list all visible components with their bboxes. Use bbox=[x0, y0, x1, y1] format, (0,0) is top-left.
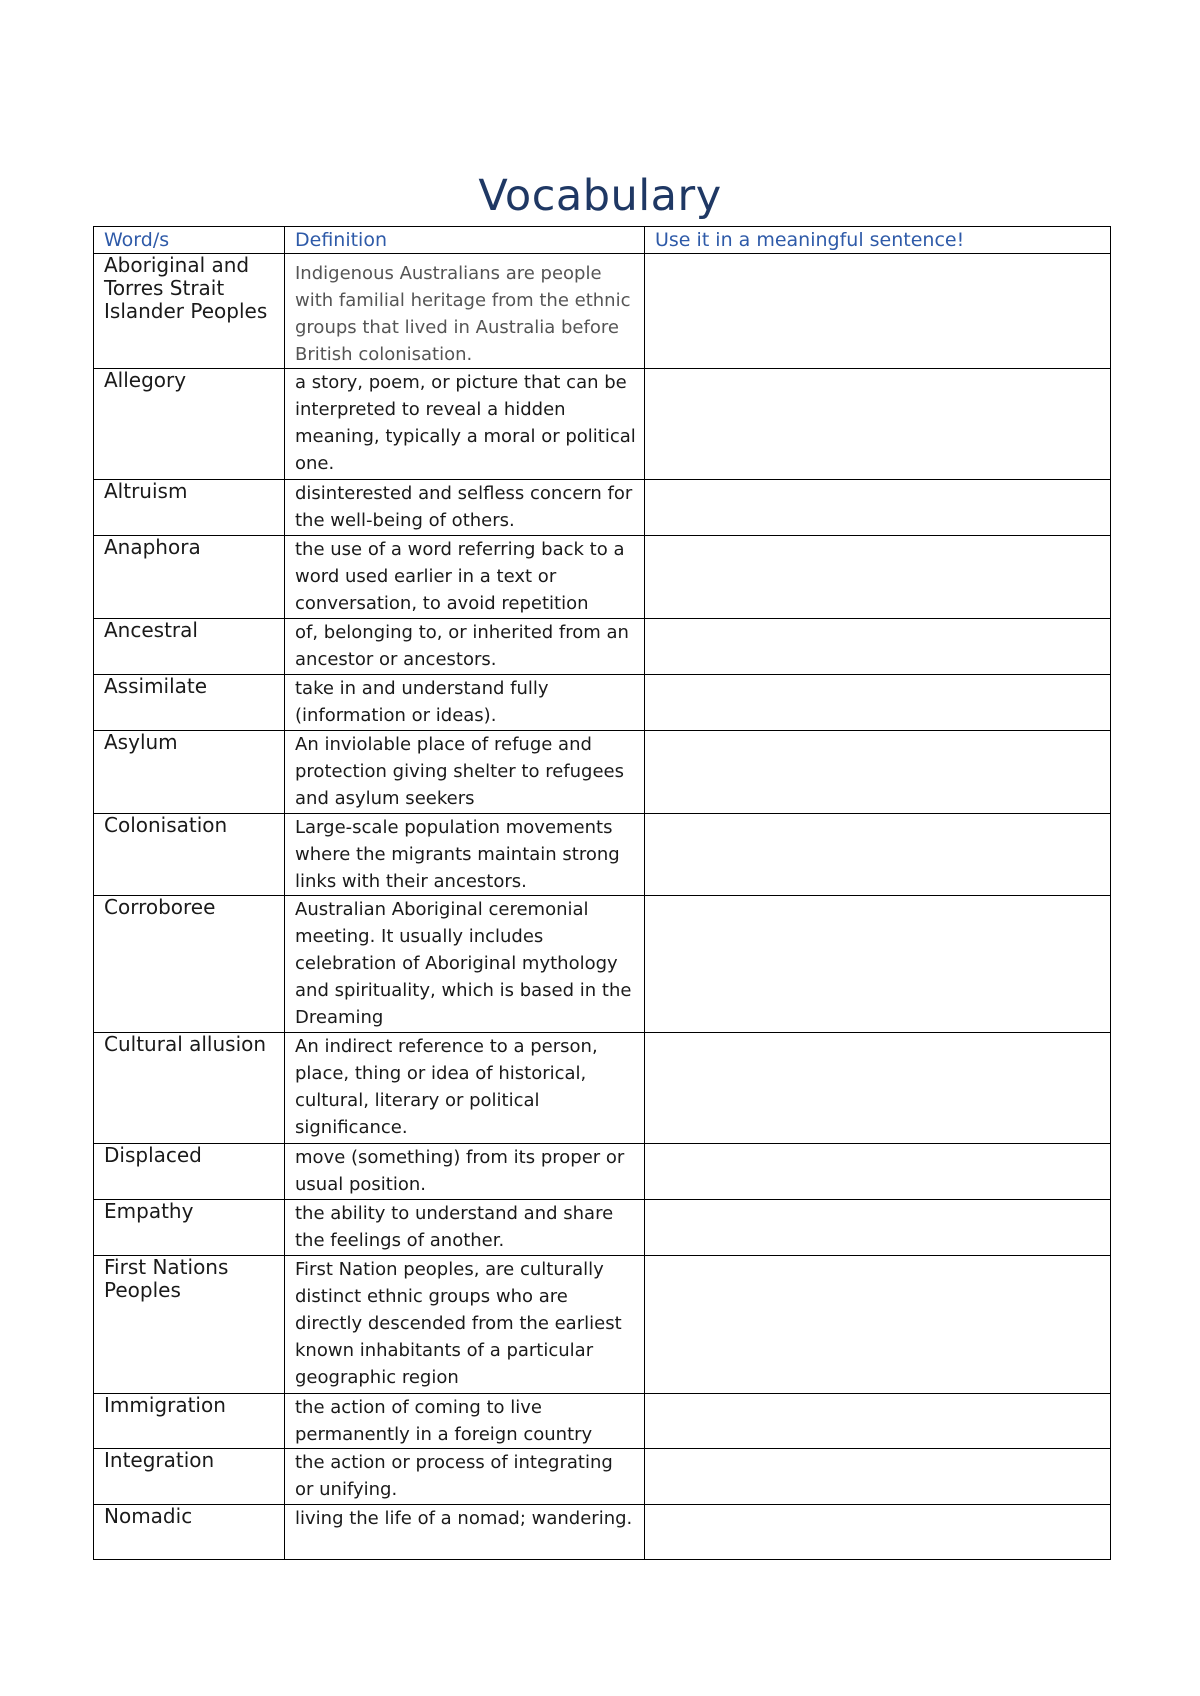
sentence-cell[interactable] bbox=[645, 1449, 1111, 1505]
sentence-cell[interactable] bbox=[645, 536, 1111, 619]
definition-cell: the action or process of integrating or unifying. bbox=[285, 1449, 645, 1505]
word-cell: First Nations Peoples bbox=[94, 1256, 285, 1394]
word-cell: Allegory bbox=[94, 369, 285, 480]
word-cell: Ancestral bbox=[94, 619, 285, 675]
sentence-cell[interactable] bbox=[645, 1200, 1111, 1256]
definition-cell: An inviolable place of refuge and protection giving shelter to refugees and asylum seekers bbox=[285, 731, 645, 814]
word-cell: Integration bbox=[94, 1449, 285, 1505]
table-row bbox=[94, 731, 1111, 814]
sentence-cell[interactable] bbox=[645, 814, 1111, 896]
sentence-cell[interactable] bbox=[645, 1144, 1111, 1200]
definition-cell: move (something) from its proper or usual position. bbox=[285, 1144, 645, 1200]
word-cell: Empathy bbox=[94, 1200, 285, 1256]
word-cell: Displaced bbox=[94, 1144, 285, 1200]
vocabulary-table bbox=[93, 226, 1111, 1560]
header-sentence: Use it in a meaningful sentence! bbox=[645, 227, 1111, 254]
word-cell: Altruism bbox=[94, 480, 285, 536]
definition-cell: the use of a word referring back to a word used earlier in a text or conversation, to avoid repetition bbox=[285, 536, 645, 619]
sentence-cell[interactable] bbox=[645, 1033, 1111, 1144]
header-word: Word/s bbox=[94, 227, 285, 254]
word-cell: Immigration bbox=[94, 1394, 285, 1449]
word-cell: Asylum bbox=[94, 731, 285, 814]
definition-cell: First Nation peoples, are culturally distinct ethnic groups who are directly descended from the earliest known inhabitants of a particular geographic region bbox=[285, 1256, 645, 1394]
sentence-cell[interactable] bbox=[645, 896, 1111, 1033]
definition-cell: take in and understand fully (information or ideas). bbox=[285, 675, 645, 731]
table-header-row bbox=[94, 227, 1111, 254]
table-row bbox=[94, 1449, 1111, 1505]
definition-cell: of, belonging to, or inherited from an ancestor or ancestors. bbox=[285, 619, 645, 675]
table-row bbox=[94, 814, 1111, 896]
definition-cell: disinterested and selfless concern for the well-being of others. bbox=[285, 480, 645, 536]
table-row bbox=[94, 1394, 1111, 1449]
word-cell: Anaphora bbox=[94, 536, 285, 619]
word-cell: Corroboree bbox=[94, 896, 285, 1033]
sentence-cell[interactable] bbox=[645, 1505, 1111, 1560]
word-cell: Nomadic bbox=[94, 1505, 285, 1560]
definition-cell: the ability to understand and share the feelings of another. bbox=[285, 1200, 645, 1256]
header-definition: Definition bbox=[285, 227, 645, 254]
table-row bbox=[94, 675, 1111, 731]
sentence-cell[interactable] bbox=[645, 1394, 1111, 1449]
page-title: Vocabulary bbox=[478, 171, 722, 221]
definition-cell: living the life of a nomad; wandering. bbox=[285, 1505, 645, 1560]
sentence-cell[interactable] bbox=[645, 731, 1111, 814]
definition-cell: Australian Aboriginal ceremonial meeting. It usually includes celebration of Aboriginal mythology and spirituality, which is based in the Dreaming bbox=[285, 896, 645, 1033]
table-row bbox=[94, 1505, 1111, 1560]
definition-cell: the action of coming to live permanently in a foreign country bbox=[285, 1394, 645, 1449]
definition-cell: An indirect reference to a person, place, thing or idea of historical, cultural, literary or political significance. bbox=[285, 1033, 645, 1144]
definition-cell: Large-scale population movements where the migrants maintain strong links with their ancestors. bbox=[285, 814, 645, 896]
word-cell: Assimilate bbox=[94, 675, 285, 731]
table-row bbox=[94, 369, 1111, 480]
table-row bbox=[94, 1033, 1111, 1144]
word-cell: Colonisation bbox=[94, 814, 285, 896]
sentence-cell[interactable] bbox=[645, 619, 1111, 675]
table-row bbox=[94, 1144, 1111, 1200]
sentence-cell[interactable] bbox=[645, 675, 1111, 731]
table-row bbox=[94, 1200, 1111, 1256]
sentence-cell[interactable] bbox=[645, 480, 1111, 536]
sentence-cell[interactable] bbox=[645, 254, 1111, 369]
sentence-cell[interactable] bbox=[645, 1256, 1111, 1394]
sentence-cell[interactable] bbox=[645, 369, 1111, 480]
table-row bbox=[94, 536, 1111, 619]
table-row bbox=[94, 896, 1111, 1033]
table-row bbox=[94, 1256, 1111, 1394]
word-cell: Aboriginal and Torres Strait Islander Peoples bbox=[94, 254, 285, 369]
table-row bbox=[94, 619, 1111, 675]
table-row bbox=[94, 254, 1111, 369]
word-cell: Cultural allusion bbox=[94, 1033, 285, 1144]
definition-cell: Indigenous Australians are people with familial heritage from the ethnic groups that lived in Australia before British colonisation. bbox=[285, 254, 645, 369]
table-row bbox=[94, 480, 1111, 536]
definition-cell: a story, poem, or picture that can be interpreted to reveal a hidden meaning, typically a moral or political one. bbox=[285, 369, 645, 480]
